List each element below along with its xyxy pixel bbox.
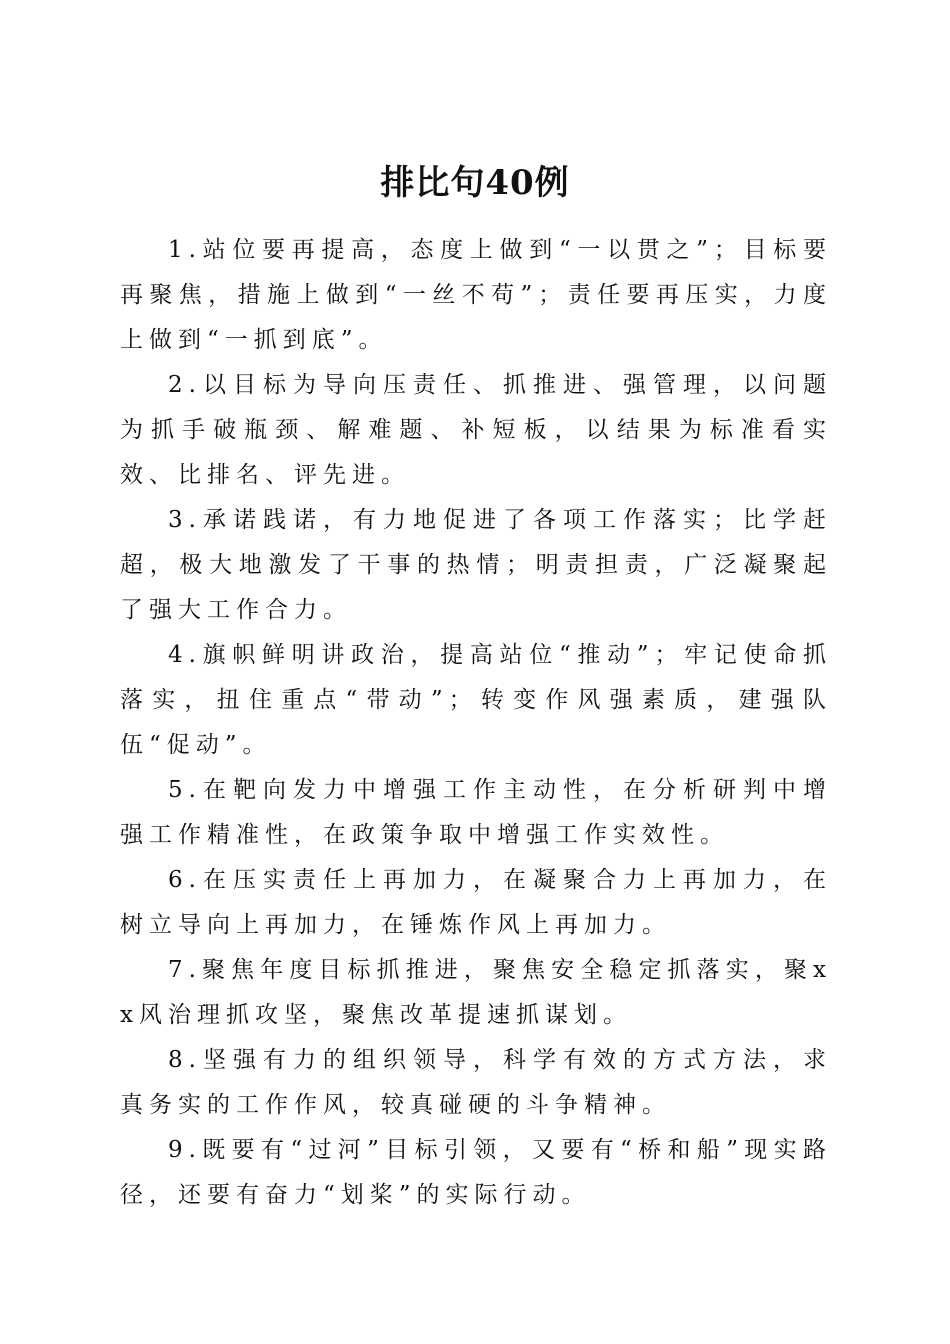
paragraph-2: 2.以目标为导向压责任、抓推进、强管理，以问题为抓手破瓶颈、解难题、补短板，以结果为标准看实效、比排名、评先进。 [120,372,832,488]
paragraph-9: 9.既要有“过河”目标引领，又要有“桥和船”现实路径，还要有奋力“划桨”的实际行动。 [120,1137,832,1208]
paragraph-3: 3.承诺践诺，有力地促进了各项工作落实；比学赶超，极大地激发了干事的热情；明责担责，广泛凝聚起了强大工作合力。 [120,507,832,623]
document-title: 排比句40例 [380,162,570,203]
paragraph-4: 4.旗帜鲜明讲政治，提高站位“推动”；牢记使命抓落实，扭住重点“带动”；转变作风强素质，建强队伍“促动”。 [120,642,832,758]
paragraph-8: 8.坚强有力的组织领导，科学有效的方式方法，求真务实的工作作风，较真碰硬的斗争精神。 [120,1047,832,1118]
paragraph-6: 6.在压实责任上再加力，在凝聚合力上再加力，在树立导向上再加力，在锤炼作风上再加力。 [120,867,832,938]
document-body [120,228,832,1218]
paragraph-1: 1.站位要再提高，态度上做到“一以贯之”；目标要再聚焦，措施上做到“一丝不苟”；责任要再压实，力度上做到“一抓到底”。 [120,237,832,353]
paragraph-7: 7.聚焦年度目标抓推进，聚焦安全稳定抓落实，聚xx风治理抓攻坚，聚焦改革提速抓谋划。 [120,957,832,1028]
paragraph-5: 5.在靶向发力中增强工作主动性，在分析研判中增强工作精准性，在政策争取中增强工作实效性。 [120,777,832,848]
